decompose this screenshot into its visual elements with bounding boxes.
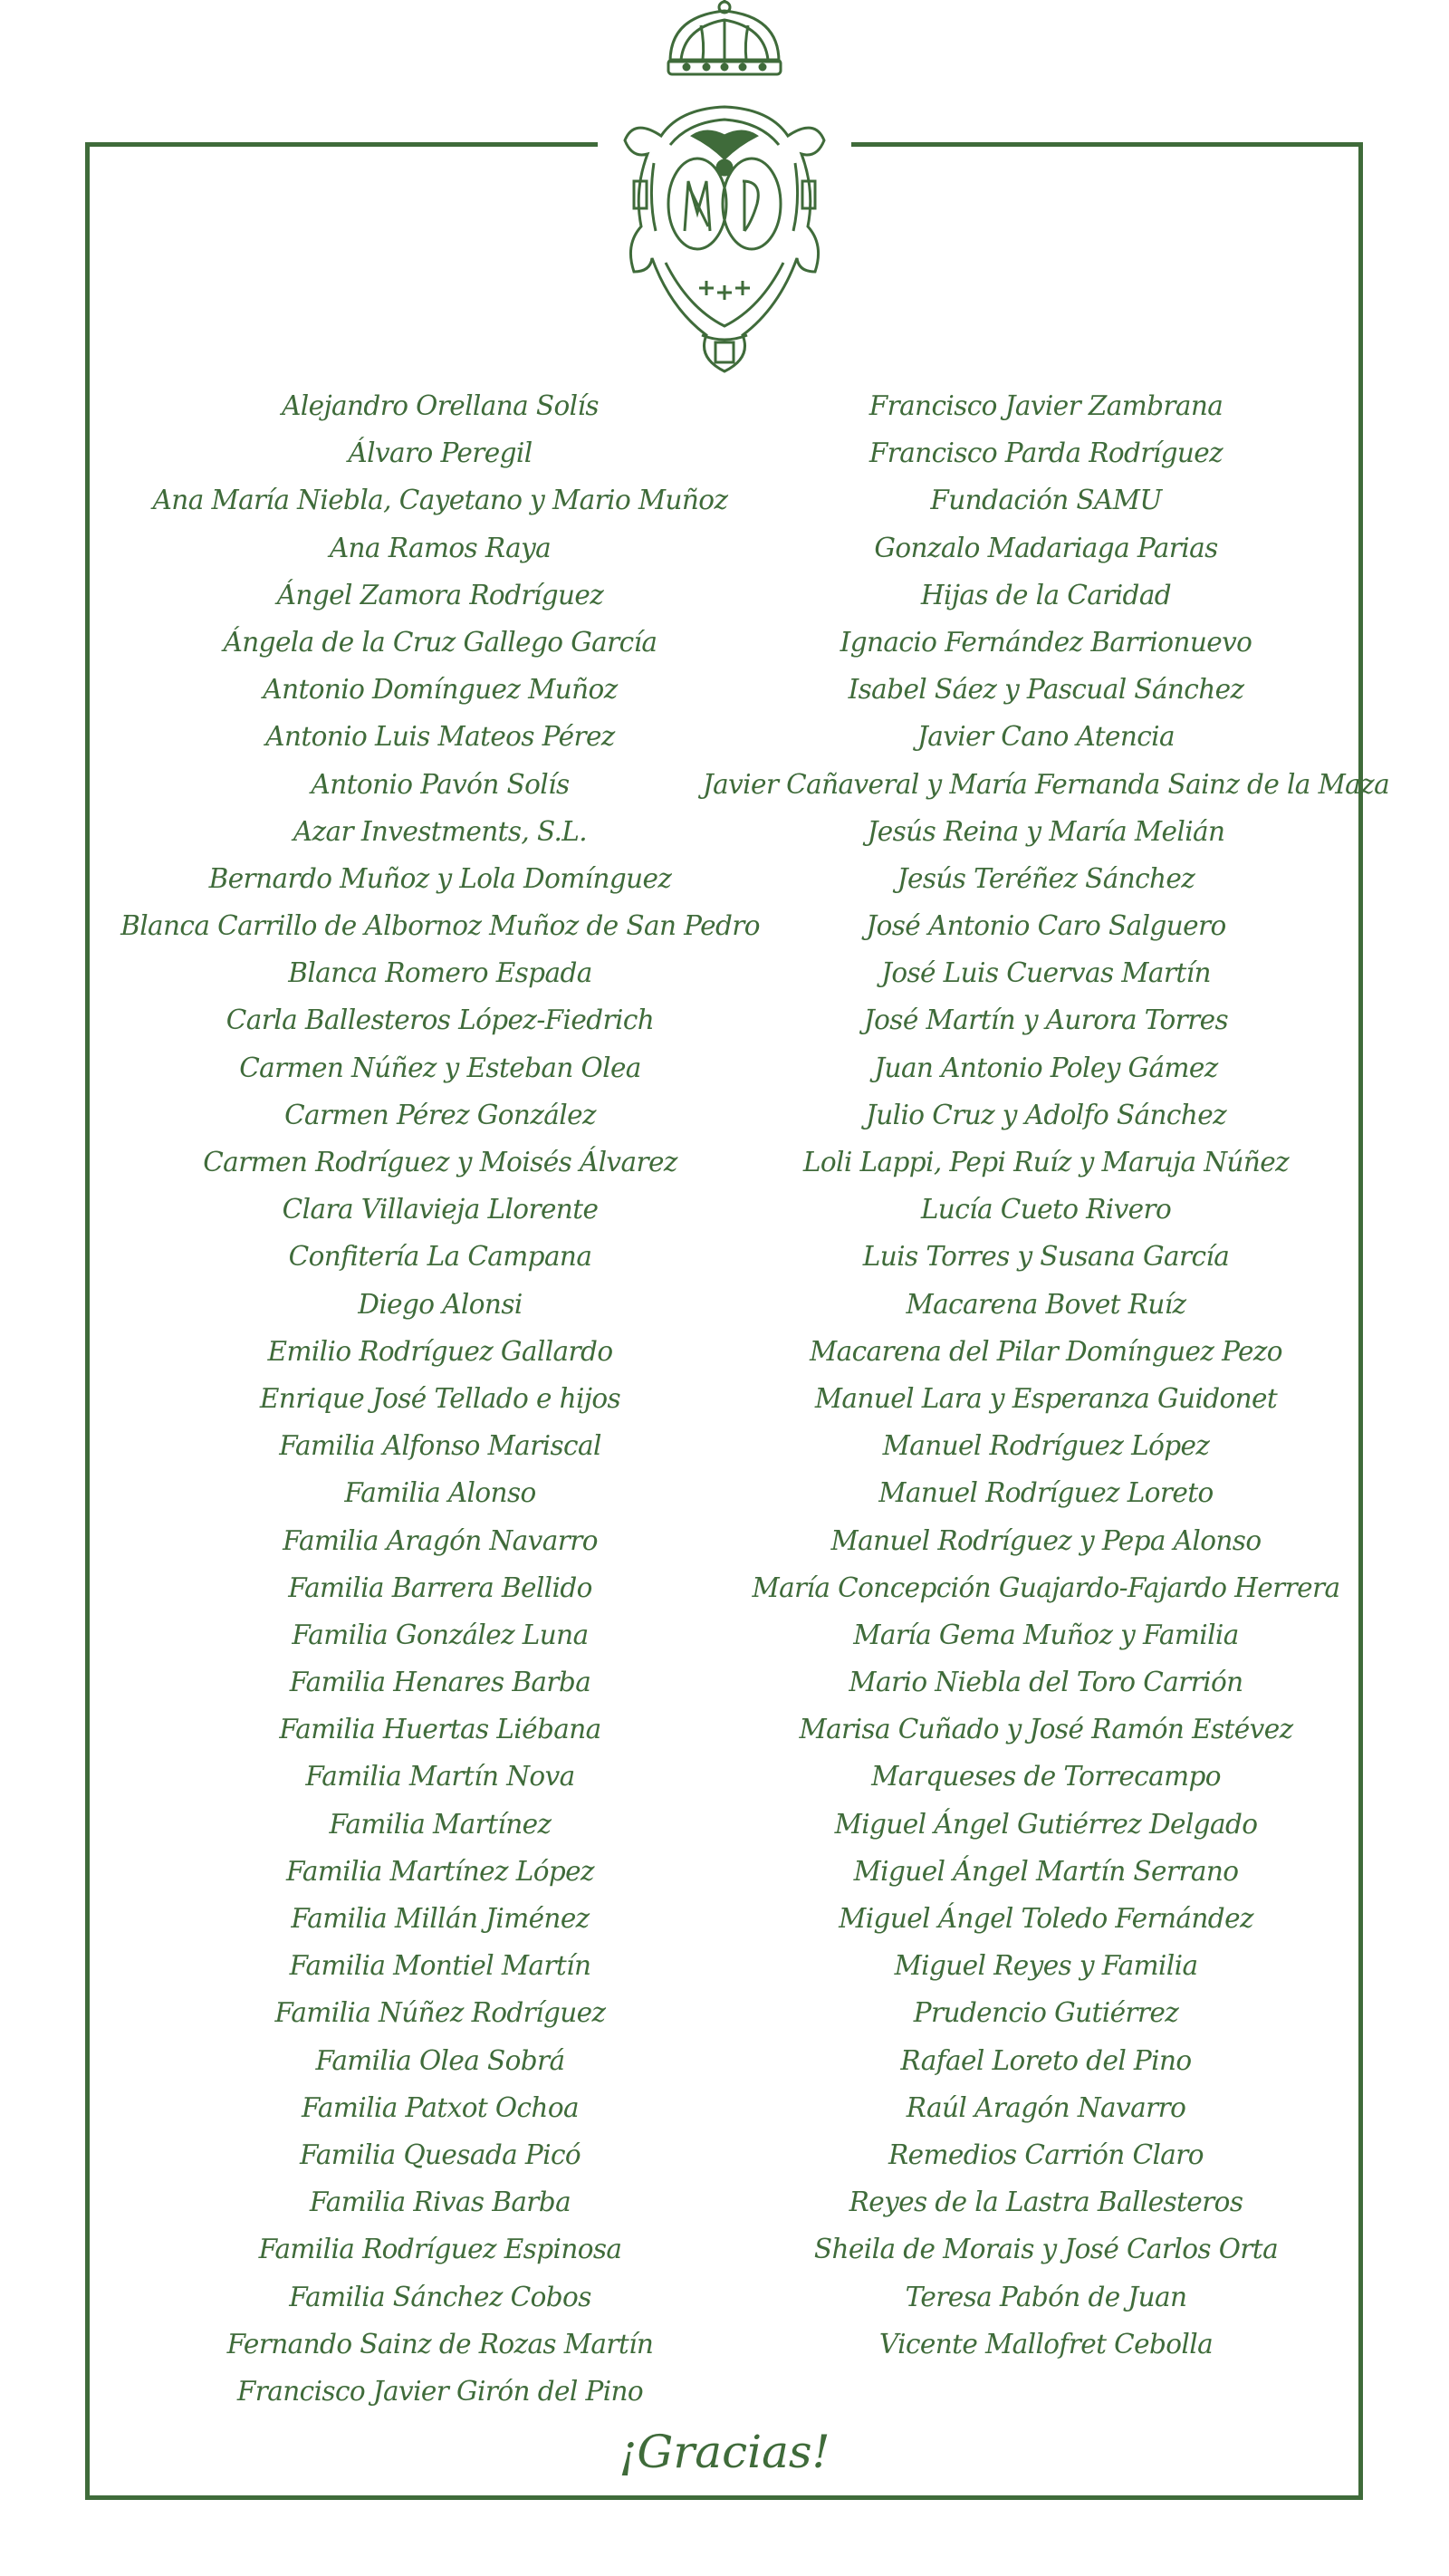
- donor-name: Carmen Núñez y Esteban Olea: [239, 1052, 641, 1083]
- donor-name: Familia Aragón Navarro: [283, 1524, 598, 1556]
- closing-thanks: ¡Gracias!: [619, 2426, 830, 2478]
- donor-name: Azar Investments, S.L.: [293, 815, 588, 847]
- donor-list-right: [675, 382, 1417, 2368]
- donor-name: Ana María Niebla, Cayetano y Mario Muñoz: [152, 485, 728, 516]
- donor-name: Familia Martín Nova: [305, 1761, 575, 1793]
- donor-name: Clara Villavieja Llorente: [282, 1194, 599, 1226]
- donor-name: Familia Rivas Barba: [309, 2187, 571, 2218]
- donor-name: Familia Alonso: [344, 1477, 536, 1509]
- donor-name: Carla Ballesteros López-Fiedrich: [226, 1004, 655, 1036]
- donor-name: Familia Olea Sobrá: [315, 2044, 565, 2076]
- donor-name: Alejandro Orellana Solís: [282, 390, 599, 421]
- donor-name: Miguel Ángel Toledo Fernández: [839, 1903, 1253, 1934]
- donor-name: Bernardo Muñoz y Lola Domínguez: [208, 862, 672, 894]
- donor-name: Sheila de Morais y José Carlos Orta: [813, 2234, 1279, 2265]
- donor-name: Diego Alonsi: [358, 1288, 523, 1320]
- crown-icon: [668, 0, 781, 74]
- donor-name: Miguel Ángel Gutiérrez Delgado: [834, 1808, 1258, 1840]
- donor-name: Carmen Pérez González: [284, 1099, 596, 1130]
- donor-name: Familia Millán Jiménez: [291, 1903, 590, 1934]
- donor-name: Francisco Javier Zambrana: [868, 390, 1223, 421]
- donor-name: Rafael Loreto del Pino: [900, 2044, 1192, 2076]
- donor-name: Jesús Reina y María Melián: [867, 815, 1225, 847]
- donor-name: Julio Cruz y Adolfo Sánchez: [865, 1099, 1227, 1130]
- donor-name: Familia Núñez Rodríguez: [274, 1997, 606, 2029]
- donor-name: Teresa Pabón de Juan: [905, 2281, 1187, 2312]
- donor-name: Familia Alfonso Mariscal: [279, 1430, 601, 1462]
- donor-name: Familia Quesada Picó: [299, 2139, 581, 2170]
- donor-name: Prudencio Gutiérrez: [913, 1997, 1179, 2029]
- donor-name: Manuel Rodríguez López: [882, 1430, 1210, 1462]
- donor-name: Juan Antonio Poley Gámez: [874, 1052, 1218, 1083]
- donor-name: Antonio Pavón Solís: [311, 768, 570, 800]
- donor-name: José Martín y Aurora Torres: [863, 1004, 1229, 1036]
- donor-name: Ignacio Fernández Barrionuevo: [840, 626, 1252, 658]
- donor-name: Familia Sánchez Cobos: [289, 2281, 591, 2312]
- donor-name: Familia González Luna: [292, 1619, 589, 1650]
- donor-name: Fernando Sainz de Rozas Martín: [226, 2328, 654, 2360]
- donor-name: José Antonio Caro Salguero: [866, 910, 1226, 942]
- donor-name: Marqueses de Torrecampo: [871, 1761, 1221, 1793]
- donor-name: María Gema Muñoz y Familia: [853, 1619, 1239, 1650]
- donor-name: Familia Patxot Ochoa: [302, 2091, 579, 2123]
- donor-name: Miguel Reyes y Familia: [894, 1950, 1198, 1982]
- donor-name: Emilio Rodríguez Gallardo: [267, 1335, 613, 1367]
- donor-name: Blanca Carrillo de Albornoz Muñoz de San Pedro: [120, 910, 760, 942]
- donor-name: Raúl Aragón Navarro: [906, 2091, 1186, 2123]
- donor-name: Isabel Sáez y Pascual Sánchez: [848, 674, 1244, 706]
- donor-name: Familia Huertas Liébana: [279, 1714, 601, 1745]
- donor-name: Javier Cañaveral y María Fernanda Sainz de la Maza: [702, 768, 1390, 800]
- donor-name: Antonio Domínguez Muñoz: [263, 674, 618, 706]
- donor-name: Familia Montiel Martín: [289, 1950, 591, 1982]
- donor-name: Familia Barrera Bellido: [288, 1572, 592, 1603]
- donor-name: Luis Torres y Susana García: [862, 1241, 1230, 1273]
- donor-name: Fundación SAMU: [930, 485, 1162, 516]
- donor-name: Francisco Parda Rodríguez: [868, 437, 1223, 469]
- donor-name: Ana Ramos Raya: [329, 532, 552, 563]
- donor-name: Manuel Rodríguez Loreto: [878, 1477, 1214, 1509]
- donor-name: Manuel Lara y Esperanza Guidonet: [814, 1382, 1278, 1414]
- donor-name: Familia Martínez López: [286, 1855, 594, 1887]
- donor-name: Familia Henares Barba: [289, 1667, 591, 1698]
- donor-name: Miguel Ángel Martín Serrano: [853, 1855, 1239, 1887]
- cartouche-icon: [625, 107, 824, 371]
- donor-name: Carmen Rodríguez y Moisés Álvarez: [203, 1147, 677, 1177]
- donor-name: Reyes de la Lastra Ballesteros: [849, 2187, 1243, 2218]
- donor-name: Vicente Mallofret Cebolla: [878, 2328, 1214, 2360]
- donor-name: Lucía Cueto Rivero: [920, 1194, 1172, 1226]
- donor-name: Jesús Teréñez Sánchez: [897, 862, 1195, 894]
- donor-name: Manuel Rodríguez y Pepa Alonso: [830, 1524, 1262, 1556]
- donor-name: Familia Martínez: [329, 1808, 552, 1840]
- donor-name: María Concepción Guajardo-Fajardo Herrera: [752, 1572, 1340, 1603]
- donor-name: Macarena Bovet Ruíz: [906, 1288, 1186, 1320]
- coat-of-arms-icon: [598, 0, 851, 389]
- donor-name: Marisa Cuñado y José Ramón Estévez: [799, 1714, 1293, 1745]
- donor-name: Enrique José Tellado e hijos: [259, 1382, 621, 1414]
- donor-name: Confitería La Campana: [288, 1241, 592, 1273]
- donor-name: José Luis Cuervas Martín: [881, 957, 1211, 989]
- donor-name: Hijas de la Caridad: [920, 579, 1172, 610]
- donor-name: Familia Rodríguez Espinosa: [258, 2234, 622, 2265]
- donor-name: Javier Cano Atencia: [917, 721, 1175, 753]
- donor-name: Remedios Carrión Claro: [888, 2139, 1204, 2170]
- donor-name: Blanca Romero Espada: [288, 957, 592, 989]
- donor-name: Francisco Javier Girón del Pino: [236, 2375, 644, 2407]
- donor-name: Macarena del Pilar Domínguez Pezo: [810, 1335, 1282, 1367]
- donor-name: Antonio Luis Mateos Pérez: [265, 721, 615, 753]
- donor-name: Gonzalo Madariaga Parias: [874, 532, 1218, 563]
- donor-name: Ángel Zamora Rodríguez: [276, 579, 604, 610]
- donor-name: Ángela de la Cruz Gallego García: [223, 626, 657, 658]
- donor-name: Loli Lappi, Pepi Ruíz y Maruja Núñez: [802, 1147, 1290, 1177]
- donor-name: Álvaro Peregil: [348, 437, 533, 469]
- donor-name: Mario Niebla del Toro Carrión: [849, 1667, 1243, 1698]
